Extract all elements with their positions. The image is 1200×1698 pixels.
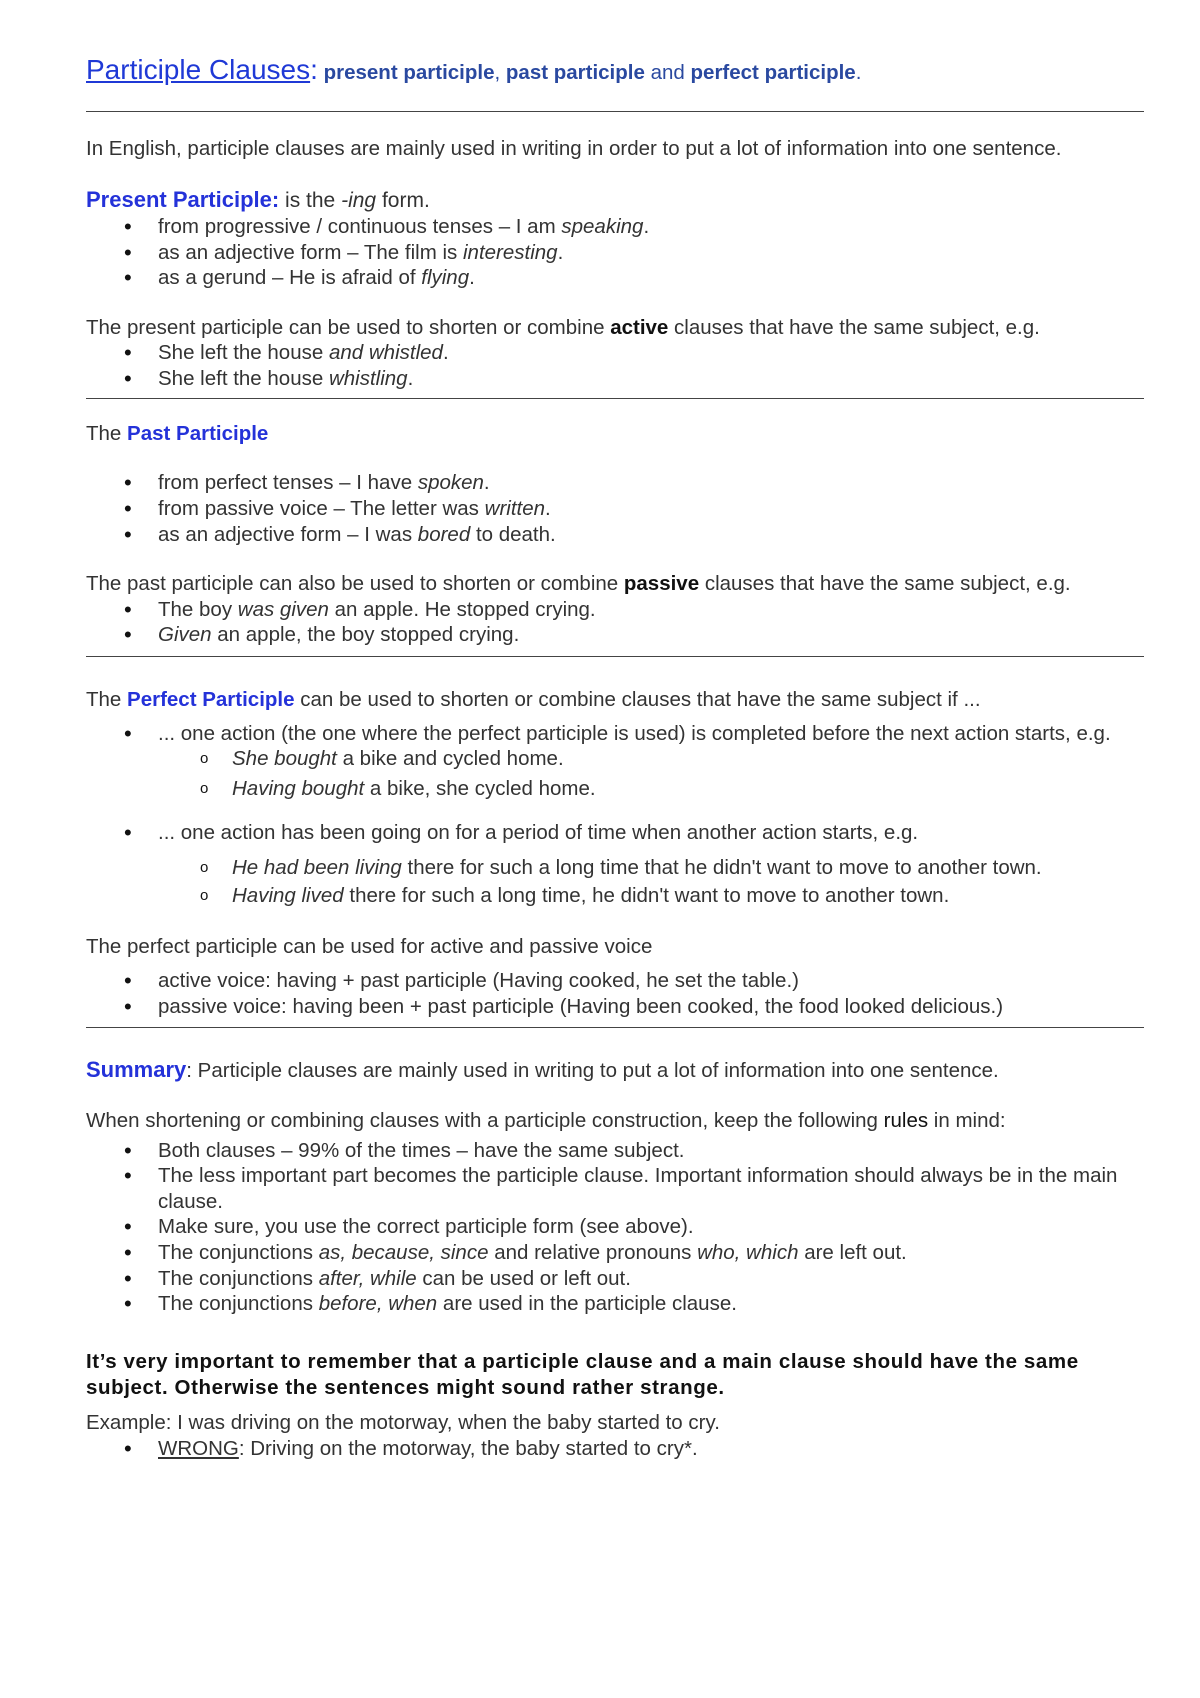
present-heading-rest1: is the	[285, 188, 336, 212]
title-term-past: past participle	[505, 61, 645, 84]
list-item: o He had been living there for such a long time that he didn't want to move to another town.	[232, 855, 1144, 881]
list-item: • active voice: having + past participle (Having cooked, he set the table.)	[158, 968, 1144, 994]
wrong-example-list	[86, 1436, 1144, 1462]
list-item: • from perfect tenses – I have spoken.	[158, 470, 1144, 496]
list-item: • The conjunctions after, while can be used or left out.	[158, 1266, 1144, 1292]
present-bullets	[86, 214, 1144, 291]
perfect-cases	[86, 721, 1144, 909]
list-item: • Given an apple, the boy stopped crying.	[158, 622, 1144, 648]
warning-text: It’s very important to remember that a participle clause and a main clause should have the same subject. Otherwise the sentences might sound rather strange.	[86, 1349, 1079, 1399]
past-bullets	[86, 470, 1144, 547]
title-term-present: present participle	[323, 61, 495, 84]
perfect-voice-bullets	[86, 968, 1144, 1019]
past-shorten-text: The past participle can also be used to shorten or combine passive clauses that have the same subject, e.g.	[86, 572, 1071, 596]
intro-text: In English, participle clauses are mainly used in writing in order to put a lot of information into one sentence.	[86, 137, 1062, 160]
perfect-heading-label: Perfect Participle	[127, 688, 295, 711]
example-text: Example: I was driving on the motorway, when the baby started to cry.	[86, 1411, 720, 1435]
summary-heading: Summary: Participle clauses are mainly used in writing to put a lot of information into one sentence.	[86, 1057, 999, 1083]
title-period: .	[855, 61, 862, 84]
present-shorten-text: The present participle can be used to shorten or combine active clauses that have the same subject, e.g.	[86, 315, 1040, 339]
list-item: • WRONG: Driving on the motorway, the baby started to cry*.	[158, 1436, 1144, 1462]
list-item: • The boy was given an apple. He stopped crying.	[158, 597, 1144, 623]
list-item: • The less important part becomes the participle clause. Important information should always be in the main clause.	[158, 1163, 1144, 1214]
list-item: o She bought a bike and cycled home.	[232, 746, 1144, 772]
list-item: • Make sure, you use the correct participle form (see above).	[158, 1214, 1144, 1240]
present-heading-ing: -ing	[341, 188, 377, 212]
past-heading: The Past Participle	[86, 421, 269, 445]
past-examples	[86, 597, 1144, 648]
summary-rules	[86, 1138, 1144, 1317]
perfect-heading: The Perfect Participle can be used to shorten or combine clauses that have the same subject if ...	[86, 688, 981, 711]
page-title	[86, 52, 1144, 87]
list-item: • ... one action (the one where the perfect participle is used) is completed before the next action starts, e.g. o She bought a bike and cycled home. o Having bought a bike, she cycled home.	[158, 721, 1144, 802]
title-colon: :	[310, 54, 318, 85]
divider	[86, 1027, 1144, 1028]
perfect-case1-examples	[88, 746, 1144, 801]
present-heading-label: Present Participle:	[86, 186, 280, 212]
perfect-voice-intro: The perfect participle can be used for active and passive voice	[86, 935, 653, 959]
list-item: • as a gerund – He is afraid of flying.	[158, 265, 1144, 291]
summary-heading-label: Summary	[86, 1057, 187, 1083]
list-item: • ... one action has been going on for a period of time when another action starts, e.g. o He had been living there for such a long time that he didn't want to move to another town. o Having lived there for such a long time, he didn't want to move to another town.	[158, 820, 1144, 909]
list-item: • Both clauses – 99% of the times – have the same subject.	[158, 1138, 1144, 1164]
list-item: • passive voice: having been + past participle (Having been cooked, the food looked delicious.)	[158, 994, 1144, 1020]
divider	[86, 398, 1144, 399]
list-item: • as an adjective form – I was bored to death.	[158, 522, 1144, 548]
present-heading	[86, 186, 1144, 214]
title-link[interactable]: Participle Clauses	[86, 54, 311, 85]
perfect-case2-examples	[88, 855, 1144, 908]
list-item: o Having lived there for such a long time, he didn't want to move to another town.	[232, 883, 1144, 909]
list-item: • She left the house and whistled.	[158, 340, 1144, 366]
list-item: • She left the house whistling.	[158, 366, 1144, 392]
title-term-perfect: perfect participle	[690, 61, 856, 84]
wrong-label: WRONG	[158, 1436, 239, 1460]
list-item: • from progressive / continuous tenses – I am speaking.	[158, 214, 1144, 240]
list-item: • The conjunctions as, because, since and relative pronouns who, which are left out.	[158, 1240, 1144, 1266]
list-item: • as an adjective form – The film is interesting.	[158, 240, 1144, 266]
summary-rules-intro: When shortening or combining clauses with a participle construction, keep the following rules in mind:	[86, 1108, 1006, 1132]
list-item: o Having bought a bike, she cycled home.	[232, 776, 1144, 802]
list-item: • from passive voice – The letter was written.	[158, 496, 1144, 522]
past-heading-label: Past Participle	[127, 421, 269, 445]
present-heading-rest2: form.	[381, 188, 430, 212]
title-comma-1: ,	[494, 61, 501, 84]
divider	[86, 111, 1144, 112]
list-item: • The conjunctions before, when are used in the participle clause.	[158, 1291, 1144, 1317]
divider	[86, 656, 1144, 657]
present-examples	[86, 340, 1144, 391]
title-and: and	[650, 61, 685, 84]
